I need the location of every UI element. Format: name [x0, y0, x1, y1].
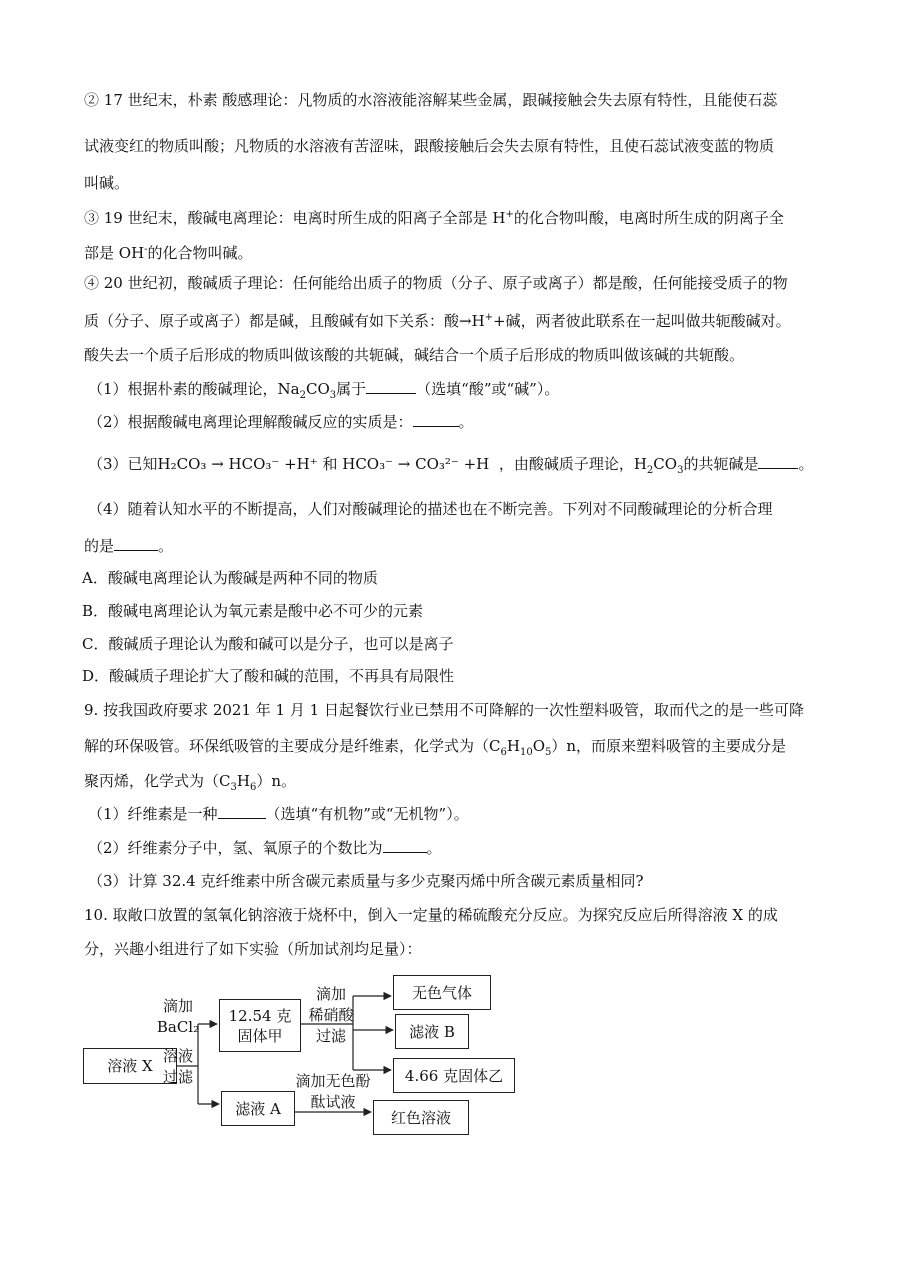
para-3-line-2: 部是 OH-的化合物叫碱。 — [84, 244, 253, 262]
para-4-line-1: ④ 20 世纪初，酸碱质子理论：任何能给出质子的物质（分子、原子或离子）都是酸，任何能接受质子的物 — [84, 274, 788, 292]
box-solution-x: 溶液 X — [83, 1048, 177, 1084]
equation-1: H₂CO₃ → HCO₃⁻ +H⁺ — [157, 455, 318, 473]
para-2-line-1: ② 17 世纪末，朴素 酸感理论：凡物质的水溶液能溶解某些金属，跟碱接触会失去原有特性，且能使石蕊 — [84, 91, 778, 109]
question-4-line-1: （4）随着认知水平的不断提高，人们对酸碱理论的描述也在不断完善。下列对不同酸碱理论的分析合理 — [88, 500, 773, 518]
option-a: A．酸碱电离理论认为酸碱是两种不同的物质 — [82, 569, 378, 587]
label-add-bacl2: 滴加 BaCl₂ — [156, 997, 200, 1036]
circled-number-2: ② — [84, 91, 100, 109]
option-b: B．酸碱电离理论认为氧元素是酸中必不可少的元素 — [82, 602, 424, 620]
label-add-nitric-acid: 滴加 稀硝酸 过滤 — [308, 985, 354, 1045]
q10-line-2: 分，兴趣小组进行了如下实验（所加试剂均足量）： — [84, 940, 422, 958]
equation-2: HCO₃⁻ → CO₃²⁻ +H — [342, 455, 490, 473]
box-red-solution: 红色溶液 — [373, 1100, 469, 1135]
box-filtrate-a: 滤液 A — [221, 1091, 295, 1126]
para-2-line-3: 叫碱。 — [84, 174, 130, 192]
q9-question-1: （1）纤维素是一种 （选填“有机物”或“无机物”）。 — [88, 802, 469, 825]
para-4-line-2: 质（分子、原子或离子）都是碱，且酸碱有如下关系：酸→H++碱，两者彼此联系在一起叫做共轭酸碱对。 — [84, 312, 791, 330]
question-1: （1）根据朴素的酸碱理论，$Na_2CO_3$属于 （选填“酸”或“碱”）。 — [88, 377, 559, 407]
q9-question-2: （2）纤维素分子中，氢、氧原子的个数比为 。 — [88, 836, 442, 859]
label-add-phenolphthalein: 滴加无色酚 酞试液 — [295, 1072, 371, 1111]
option-d: D．酸碱质子理论扩大了酸和碱的范围，不再具有局限性 — [82, 667, 455, 685]
q9-question-3: （3）计算 32.4 克纤维素中所含碳元素质量与多少克聚丙烯中所含碳元素质量相同? — [88, 872, 644, 890]
para-4-line-3: 酸失去一个质子后形成的物质叫做该酸的共轭碱，碱结合一个质子后形成的物质叫做该碱的共轭酸。 — [84, 346, 745, 364]
box-solid-a: 12.54 克 固体甲 — [219, 999, 301, 1052]
para-2-line-2: 试液变红的物质叫酸；凡物质的水溶液有苦涩味，跟酸接触后会失去原有特性，且使石蕊试液变蓝的物质 — [84, 137, 775, 155]
question-4-line-2: 的是 。 — [84, 534, 173, 557]
question-2: （2）根据酸碱电离理论理解酸碱反应的实质是： 。 — [88, 410, 474, 433]
label-solution-filter: 溶液 过滤 — [162, 1047, 193, 1086]
box-colorless-gas: 无色气体 — [393, 975, 491, 1010]
box-solid-b: 4.66 克固体乙 — [393, 1058, 515, 1093]
q9-line-2: 解的环保吸管。环保纸吸管的主要成分是纤维素，化学式为$(C_6H_{10}O_5)n$，而原来塑料吸管的主要成分是 — [84, 737, 787, 758]
para-3-line-1: ③ 19 世纪末，酸碱电离理论：电离时所生成的阳离子全部是 H+的化合物叫酸，电离时所生成的阴离子全 — [84, 209, 784, 227]
q10-line-1: 10. 取敞口放置的氢氧化钠溶液于烧杯中，倒入一定量的稀硫酸充分反应。为探究反应后所得溶液 X 的成 — [84, 906, 778, 924]
option-c: C．酸碱质子理论认为酸和碱可以是分子，也可以是离子 — [82, 635, 454, 653]
box-filtrate-b: 滤液 B — [395, 1014, 469, 1049]
question-3: （3）已知H₂CO₃ → HCO₃⁻ +H⁺ 和 HCO₃⁻ → CO₃²⁻ +H ，由酸碱质子理论，$H_2CO_3$的共轭碱是 。 — [88, 452, 813, 482]
q9-line-1: 9. 按我国政府要求 2021 年 1 月 1 日起餐饮行业已禁用不可降解的一次性塑料吸管，取而代之的是一些可降 — [84, 701, 804, 719]
q9-line-3: 聚丙烯，化学式为$(C_3H_6)n$。 — [84, 772, 296, 793]
